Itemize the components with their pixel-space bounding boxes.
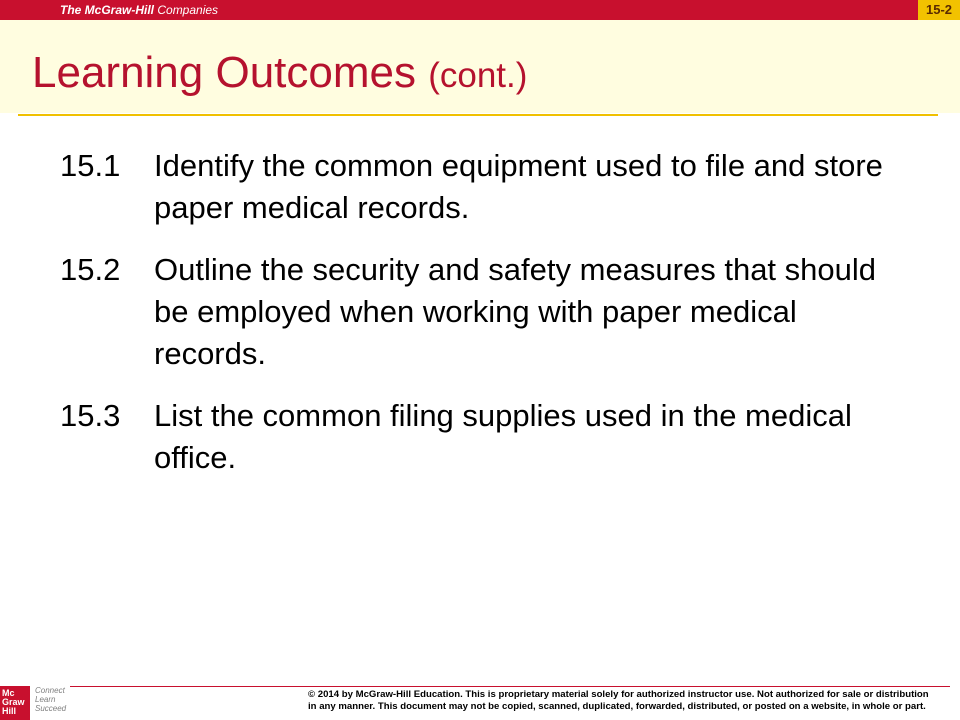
outcome-text: Identify the common equipment used to file and store paper medical records. <box>154 148 883 225</box>
slide-number: 15-2 <box>918 0 960 20</box>
tagline <box>35 686 66 713</box>
outcome-item <box>60 145 940 229</box>
logo-line: Graw <box>2 697 25 707</box>
footer-divider <box>70 686 950 687</box>
outcomes-list <box>60 145 940 499</box>
tagline-word: Succeed <box>35 704 67 713</box>
outcome-item <box>60 395 940 479</box>
tagline-word: Connect <box>35 686 65 695</box>
mcgraw-hill-logo <box>0 686 30 720</box>
outcome-item <box>60 249 940 375</box>
outcome-number: 15.1 <box>60 148 121 183</box>
outcome-text: List the common filing supplies used in the medical office. <box>154 398 852 475</box>
publisher-brand <box>60 3 218 17</box>
tagline-word: Learn <box>35 695 56 704</box>
logo-line: Mc <box>2 688 15 698</box>
title-main: Learning Outcomes <box>32 48 429 97</box>
brand-suffix: Companies <box>154 3 219 17</box>
copyright-notice <box>308 689 953 713</box>
copyright-line: in any manner. This document may not be copied, scanned, duplicated, forwarded, distributed, or posted on a website, in whole or part. <box>308 701 926 712</box>
logo-line: Hill <box>2 706 17 716</box>
outcome-text: Outline the security and safety measures that should be employed when working with paper medical records. <box>154 252 877 371</box>
copyright-line: © 2014 by McGraw-Hill Education. This is proprietary material solely for authorized instructor use. Not authorized for sale or distribution <box>308 689 929 700</box>
title-divider <box>18 114 938 116</box>
brand-name: The McGraw-Hill <box>60 3 155 17</box>
title-suffix: (cont.) <box>428 56 528 95</box>
page-title <box>32 48 527 98</box>
outcome-number: 15.3 <box>60 398 121 433</box>
top-banner <box>0 0 960 20</box>
outcome-number: 15.2 <box>60 252 121 287</box>
